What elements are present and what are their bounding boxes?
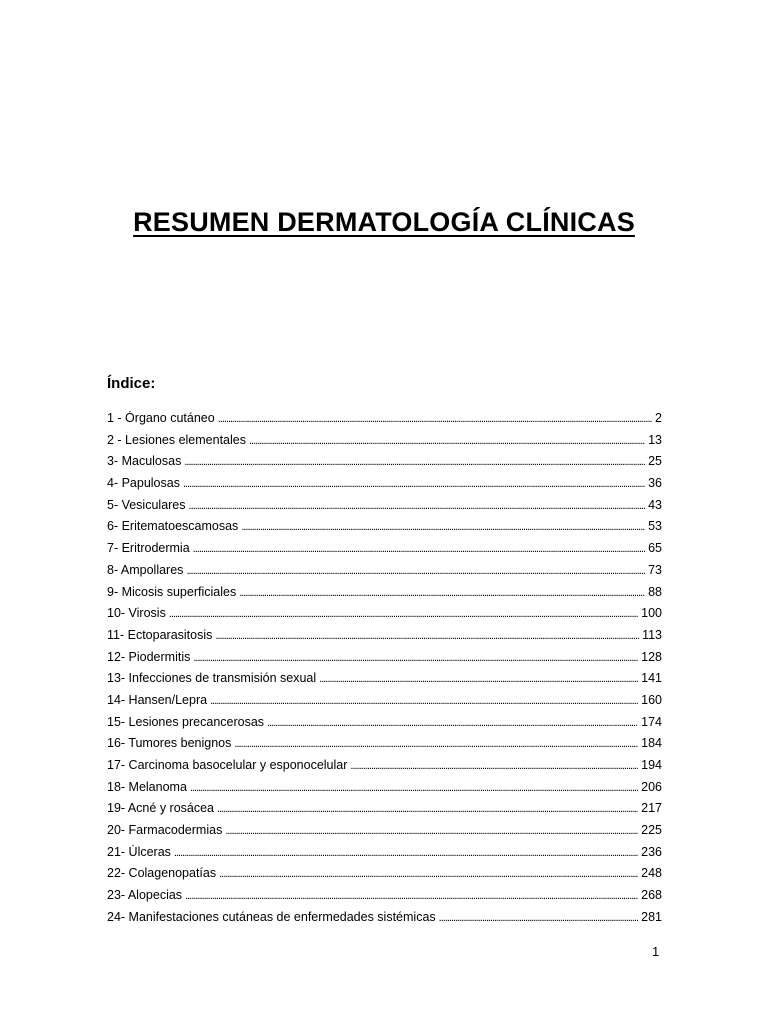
toc-entry-label: 14- Hansen/Lepra: [107, 692, 208, 707]
toc-entry-page: 128: [641, 649, 662, 664]
toc-leader-dots: [210, 695, 638, 707]
toc-entry-page: 43: [648, 497, 662, 512]
toc-entry-label: 4- Papulosas: [107, 476, 180, 491]
toc-entry-page: 25: [648, 454, 662, 469]
toc-leader-dots: [241, 521, 645, 533]
toc-entry-page: 88: [648, 584, 662, 599]
toc-entry-page: 73: [648, 562, 662, 577]
toc-leader-dots: [219, 868, 638, 880]
toc-leader-dots: [319, 673, 638, 685]
toc-leader-dots: [439, 912, 638, 924]
toc-leader-dots: [190, 782, 638, 794]
toc-leader-dots: [249, 435, 645, 447]
toc-entry-page: 194: [641, 758, 662, 772]
toc-entry-page: 2: [655, 411, 662, 425]
toc-entry: [107, 519, 662, 541]
toc-entry-page: 268: [641, 888, 662, 903]
toc-entry-label: 3- Maculosas: [107, 454, 182, 469]
toc-entry-page: 53: [648, 519, 662, 534]
toc-entry: [107, 606, 662, 628]
toc-entry: [107, 563, 662, 585]
toc-entry: [107, 411, 662, 433]
toc-leader-dots: [267, 717, 638, 729]
toc-entry: [107, 671, 662, 693]
toc-leader-dots: [169, 608, 638, 620]
toc-entry-page: 100: [641, 606, 662, 621]
toc-leader-dots: [185, 890, 638, 902]
toc-entry: [107, 888, 662, 910]
page-number: 1: [652, 944, 660, 959]
toc-entry-label: 23- Alopecias: [107, 888, 183, 903]
toc-entry: [107, 801, 662, 823]
toc-entry: [107, 758, 662, 780]
toc-entry-label: 13- Infecciones de transmisión sexual: [107, 671, 317, 686]
toc-entry-page: 248: [641, 866, 662, 881]
toc-entry: [107, 845, 662, 867]
toc-entry: [107, 866, 662, 888]
toc-entry: [107, 823, 662, 845]
toc-entry-label: 11- Ectoparasitosis: [107, 627, 213, 642]
toc-entry-label: 17- Carcinoma basocelular y esponocelular: [107, 758, 348, 772]
toc-entry: [107, 736, 662, 758]
toc-entry-label: 22- Colagenopatías: [107, 866, 217, 881]
index-heading: Índice:: [107, 375, 156, 392]
toc-leader-dots: [183, 478, 645, 490]
toc-leader-dots: [225, 825, 638, 837]
toc-entry-label: 24- Manifestaciones cutáneas de enfermedades sistémicas: [107, 909, 436, 924]
toc-entry-label: 18- Melanoma: [107, 779, 187, 794]
toc-entry: [107, 715, 662, 737]
toc-entry-label: 8- Ampollares: [107, 562, 184, 577]
toc-leader-dots: [193, 652, 638, 664]
toc-entry-page: 160: [641, 692, 662, 707]
toc-entry: [107, 628, 662, 650]
toc-entry-label: 15- Lesiones precancerosas: [107, 714, 265, 729]
toc-entry-label: 5- Vesiculares: [107, 497, 186, 512]
toc-entry-label: 16- Tumores benignos: [107, 736, 232, 751]
toc-entry: [107, 541, 662, 563]
toc-entry-page: 65: [648, 541, 662, 556]
toc-entry-label: 12- Piodermitis: [107, 649, 191, 664]
toc-entry-page: 13: [648, 432, 662, 447]
toc-entry-page: 225: [641, 823, 662, 838]
document-title: RESUMEN DERMATOLOGÍA CLÍNICAS: [133, 207, 635, 237]
table-of-contents: [107, 411, 662, 932]
toc-entry-page: 217: [641, 801, 662, 816]
toc-entry-page: 281: [641, 909, 662, 924]
toc-leader-dots: [174, 847, 638, 859]
toc-leader-dots: [217, 803, 638, 815]
toc-entry: [107, 498, 662, 520]
toc-entry: [107, 585, 662, 607]
toc-entry-page: 36: [648, 476, 662, 491]
toc-entry-label: 21- Úlceras: [107, 844, 171, 859]
toc-entry-page: 184: [641, 736, 662, 751]
toc-entry-label: 2 - Lesiones elementales: [107, 432, 246, 447]
toc-leader-dots: [193, 543, 645, 555]
toc-entry: [107, 693, 662, 715]
toc-entry: [107, 454, 662, 476]
toc-entry-label: 6- Eritematoescamosas: [107, 519, 239, 534]
toc-leader-dots: [189, 500, 646, 512]
toc-entry-label: 20- Farmacodermias: [107, 823, 223, 838]
toc-entry: [107, 476, 662, 498]
toc-entry: [107, 650, 662, 672]
toc-entry-label: 1 - Órgano cutáneo: [107, 411, 215, 425]
toc-leader-dots: [184, 456, 645, 468]
toc-entry-page: 236: [641, 844, 662, 859]
toc-entry: [107, 433, 662, 455]
toc-entry-label: 9- Micosis superficiales: [107, 584, 237, 599]
toc-leader-dots: [186, 565, 645, 577]
toc-leader-dots: [218, 413, 652, 425]
toc-entry-page: 206: [641, 779, 662, 794]
toc-leader-dots: [215, 630, 639, 642]
toc-leader-dots: [350, 760, 638, 772]
toc-entry-page: 113: [642, 627, 662, 642]
toc-entry-page: 174: [641, 714, 662, 729]
toc-entry-page: 141: [641, 671, 662, 686]
toc-entry-label: 19- Acné y rosácea: [107, 801, 215, 816]
toc-entry: [107, 780, 662, 802]
toc-entry-label: 7- Eritrodermia: [107, 541, 190, 556]
toc-leader-dots: [234, 738, 638, 750]
toc-leader-dots: [239, 587, 645, 599]
toc-entry: [107, 910, 662, 932]
toc-entry-label: 10- Virosis: [107, 606, 166, 621]
